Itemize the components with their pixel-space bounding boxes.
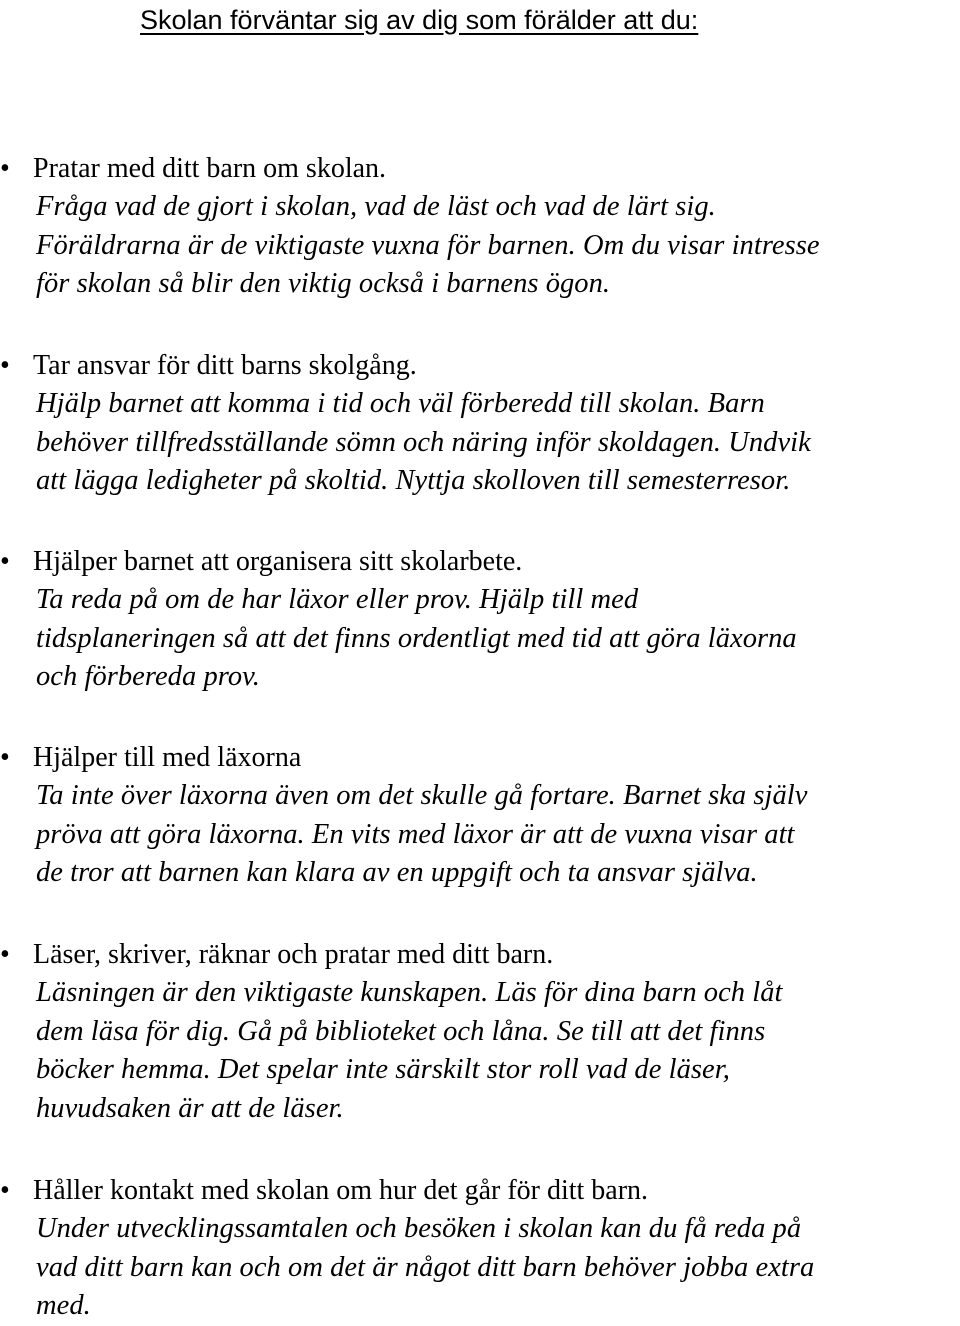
detail-line: Ta inte över läxorna även om det skulle gå fortare. Barnet ska själv xyxy=(36,780,808,811)
detail-line: huvudsaken är att de läser. xyxy=(36,1092,344,1124)
detail-line: Föräldrarna är de viktigaste vuxna för barnen. Om du visar intresse xyxy=(36,229,820,261)
detail-line: Läsningen är den viktigaste kunskapen. Läs för dina barn och låt xyxy=(36,977,783,1008)
detail-line: böcker hemma. Det spelar inte särskilt stor roll vad de läser, xyxy=(36,1054,730,1085)
list-item xyxy=(0,347,960,501)
detail-line: behöver tillfredsställande sömn och näring inför skoldagen. Undvik xyxy=(36,426,811,458)
list-item xyxy=(0,150,960,304)
item-detail xyxy=(36,581,956,697)
bullet-icon: • xyxy=(0,742,10,773)
detail-line: för skolan så blir den viktig också i barnens ögon. xyxy=(36,268,611,299)
detail-line: att lägga ledigheter på skoltid. Nyttja skolloven till semesterresor. xyxy=(36,465,791,496)
item-detail xyxy=(36,188,956,304)
document-title: Skolan förväntar sig av dig som förälder att du: xyxy=(140,5,699,35)
detail-line: Under utvecklingssamtalen och besöken i skolan kan du få reda på xyxy=(36,1213,802,1244)
detail-line: med. xyxy=(36,1290,91,1321)
detail-line: de tror att barnen kan klara av en uppgift och ta ansvar själva. xyxy=(36,857,758,888)
detail-line: pröva att göra läxorna. En vits med läxor är att de vuxna visar att xyxy=(36,818,795,850)
item-detail xyxy=(36,974,956,1128)
detail-line: och förbereda prov. xyxy=(36,661,260,692)
detail-line: Hjälp barnet att komma i tid och väl förberedd till skolan. Barn xyxy=(36,388,765,419)
detail-line: vad ditt barn kan och om det är något ditt barn behöver jobba extra xyxy=(36,1251,815,1283)
item-detail xyxy=(36,385,956,501)
bullet-icon: • xyxy=(0,939,10,970)
bullet-icon: • xyxy=(0,1175,10,1206)
item-heading: Håller kontakt med skolan om hur det går för ditt barn. xyxy=(33,1175,649,1206)
item-heading: Läser, skriver, räknar och pratar med ditt barn. xyxy=(33,939,554,970)
list-item xyxy=(0,1172,960,1326)
list-item xyxy=(0,739,960,893)
bullet-icon: • xyxy=(0,350,10,381)
bullet-icon: • xyxy=(0,153,10,184)
item-heading: Tar ansvar för ditt barns skolgång. xyxy=(33,350,417,381)
detail-line: Fråga vad de gjort i skolan, vad de läst och vad de lärt sig. xyxy=(36,191,716,222)
item-heading: Pratar med ditt barn om skolan. xyxy=(33,153,387,184)
item-detail xyxy=(36,1210,956,1326)
list-item xyxy=(0,543,960,697)
item-heading: Hjälper till med läxorna xyxy=(33,742,302,773)
detail-line: tidsplaneringen så att det finns ordentligt med tid att göra läxorna xyxy=(36,622,797,654)
detail-line: Ta reda på om de har läxor eller prov. Hjälp till med xyxy=(36,584,639,615)
item-heading: Hjälper barnet att organisera sitt skolarbete. xyxy=(33,546,523,577)
list-item xyxy=(0,936,960,1128)
bullet-icon: • xyxy=(0,546,10,577)
item-detail xyxy=(36,777,956,893)
detail-line: dem läsa för dig. Gå på biblioteket och låna. Se till att det finns xyxy=(36,1015,766,1047)
